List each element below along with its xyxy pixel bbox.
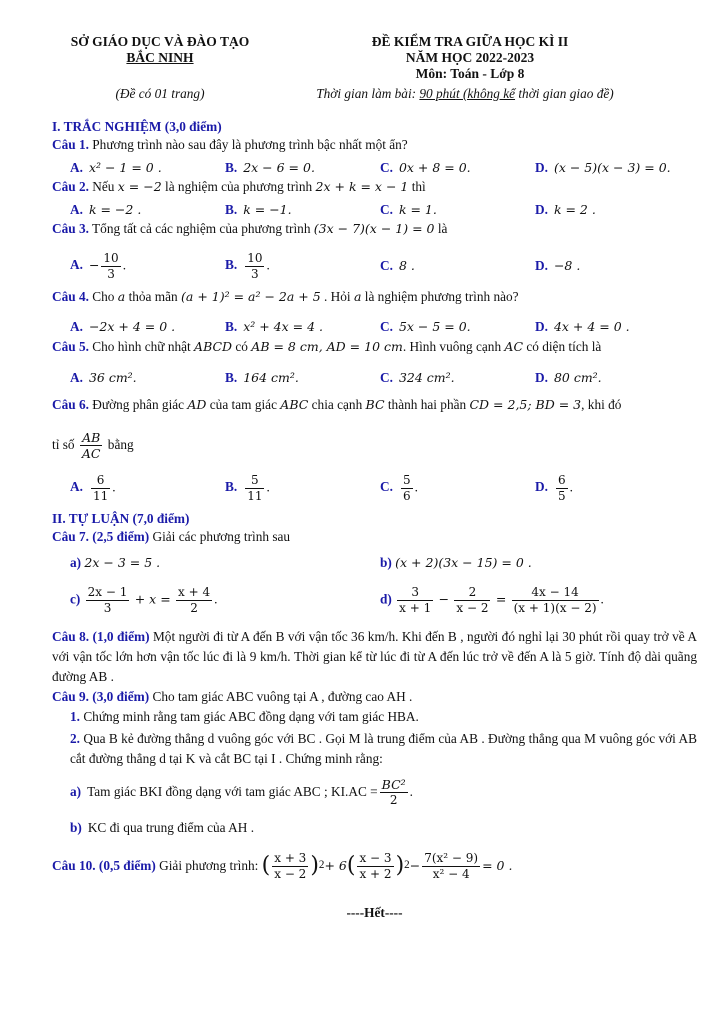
question-4-options	[52, 315, 697, 339]
question-6-options	[52, 467, 697, 509]
option-b: B. k = −1.	[225, 201, 292, 217]
question-10: Câu 10. (0,5 điểm) Giải phương trình: ( $\frac{x + 3}{x - 2}$ ) 2 + 6 ( $\frac{x - 3}{x + 2}$ ) 2 − $\frac{\text{7(x² − 9)}}{\text{x² − 4}}$ = 0 .	[52, 850, 513, 881]
option-a: A. − $\frac{10}{3}$ .	[70, 250, 127, 281]
question-7: Câu 7. (2,5 điểm) Giải các phương trình sau	[52, 529, 291, 544]
question-5: Câu 5. Cho hình chữ nhật ABCD có AB = 8 cm, AD = 10 cm. Hình vuông cạnh AC có diện tích là	[52, 339, 602, 354]
question-1: Câu 1. Phương trình nào sau đây là phương trình bậc nhất một ẩn?	[52, 137, 408, 152]
question-2: Câu 2. Nếu x = −2 là nghiệm của phương trình 2x + k = x − 1 thì	[52, 179, 426, 194]
question-7-ab	[52, 549, 697, 577]
question-7-cd	[52, 577, 697, 623]
option-d: D. k = 2 .	[535, 201, 596, 217]
school-year: NĂM HỌC 2022-2023	[405, 50, 535, 65]
page-count-note: (Đề có 01 trang)	[115, 86, 205, 101]
option-b: B. 164 cm².	[225, 369, 299, 385]
question-9-part-2a: a) Tam giác BKI đồng dạng với tam giác ABC ; KI.AC = $\frac{\text{BC²}}{2}$ .	[70, 776, 413, 807]
question-5-options	[52, 363, 697, 393]
q7-part-c: c) $\frac{2x - 1}{3}$ + x = $\frac{x + 4}{2}$ .	[70, 584, 218, 615]
subject: Môn: Toán - Lớp 8	[415, 66, 525, 81]
question-9-part-1: 1. Chứng minh rằng tam giác ABC đồng dạng với tam giác HBA.	[70, 709, 419, 724]
option-a: A. x² − 1 = 0 .	[70, 159, 162, 175]
option-c: C. 8 .	[380, 257, 415, 273]
option-b: B. $\frac{10}{3}$ .	[225, 250, 270, 281]
option-a: A. −2x + 4 = 0 .	[70, 318, 176, 334]
exam-title-block	[300, 34, 640, 82]
option-d: D. 4x + 4 = 0 .	[535, 318, 630, 334]
department-block	[40, 34, 280, 66]
option-c: C. 0x + 8 = 0.	[380, 159, 471, 175]
question-9-part-2b: b) KC đi qua trung điểm của AH .	[70, 819, 255, 835]
option-d: D. −8 .	[535, 257, 581, 273]
question-3-options	[52, 245, 697, 287]
province-name: BẮC NINH	[126, 50, 194, 65]
option-a: A. $\frac{6}{11}$ .	[70, 472, 116, 503]
question-6-ratio: tỉ số $\frac{AB}{AC}$ bằng	[52, 429, 134, 461]
department-name: SỞ GIÁO DỤC VÀ ĐÀO TẠO	[70, 34, 250, 49]
time-note: Thời gian làm bài: 90 phút (không kể thời gian giao đề)	[316, 86, 614, 101]
q7-part-a: a) 2x − 3 = 5 .	[70, 554, 161, 570]
question-9: Câu 9. (3,0 điểm) Cho tam giác ABC vuông tại A , đường cao AH .	[52, 689, 413, 704]
option-a: A. k = −2 .	[70, 201, 142, 217]
option-a: A. 36 cm².	[70, 369, 137, 385]
question-2-options	[52, 199, 697, 221]
option-c: C. k = 1.	[380, 201, 437, 217]
option-b: B. $\frac{5}{11}$ .	[225, 472, 270, 503]
option-d: D. (x − 5)(x − 3) = 0.	[535, 159, 671, 175]
question-3: Câu 3. Tổng tất cả các nghiệm của phương trình (3x − 7)(x − 1) = 0 là	[52, 221, 448, 236]
section-title-multiple-choice: I. TRẮC NGHIỆM (3,0 điểm)	[52, 119, 222, 134]
option-b: B. x² + 4x = 4 .	[225, 318, 324, 334]
question-6: Câu 6. Đường phân giác AD của tam giác ABC chia cạnh BC thành hai phần CD = 2,5; BD = 3, khi đó	[52, 397, 622, 412]
exam-content	[52, 119, 697, 922]
q7-part-b: b) (x + 2)(3x − 15) = 0 .	[380, 554, 532, 570]
option-c: C. $\frac{5}{6}$ .	[380, 472, 418, 503]
option-c: C. 5x − 5 = 0.	[380, 318, 471, 334]
question-9-part-2: 2. Qua B kẻ đường thẳng d vuông góc với BC . Gọi M là trung điểm của AB . Đường thẳng qua M vuông góc với AB cắt đường thẳng d tại K và cắt BC tại I . Chứng minh rằng:	[70, 731, 697, 766]
option-d: D. 80 cm².	[535, 369, 602, 385]
exam-title: ĐỀ KIỂM TRA GIỮA HỌC KÌ II	[371, 34, 569, 49]
question-1-options	[52, 157, 697, 179]
option-c: C. 324 cm².	[380, 369, 455, 385]
q7-part-d: d) $\frac{3}{x + 1}$ − $\frac{2}{x - 2}$ = $\frac{4x - 14}{(x + 1)(x - 2)}$ .	[380, 584, 604, 615]
option-d: D. $\frac{6}{5}$ .	[535, 472, 573, 503]
question-8: Câu 8. (1,0 điểm) Một người đi từ A đến B với vận tốc 36 km/h. Khi đến B , người đó nghỉ lại 30 phút rồi quay trở về A với vận tốc lớn hơn vận tốc lúc đi là 9 km/h. Thời gian kể từ lúc đi từ A đến lúc trở về đến A là 5 giờ. Tính độ dài quãng đường AB .	[52, 629, 698, 684]
end-mark: ----Hết----	[346, 905, 403, 920]
option-b: B. 2x − 6 = 0.	[225, 159, 315, 175]
exam-header	[0, 34, 725, 104]
question-4: Câu 4. Cho a thỏa mãn (a + 1)² = a² − 2a + 5 . Hỏi a là nghiệm phương trình nào?	[52, 289, 519, 304]
section-title-essay: II. TỰ LUẬN (7,0 điểm)	[52, 511, 190, 526]
